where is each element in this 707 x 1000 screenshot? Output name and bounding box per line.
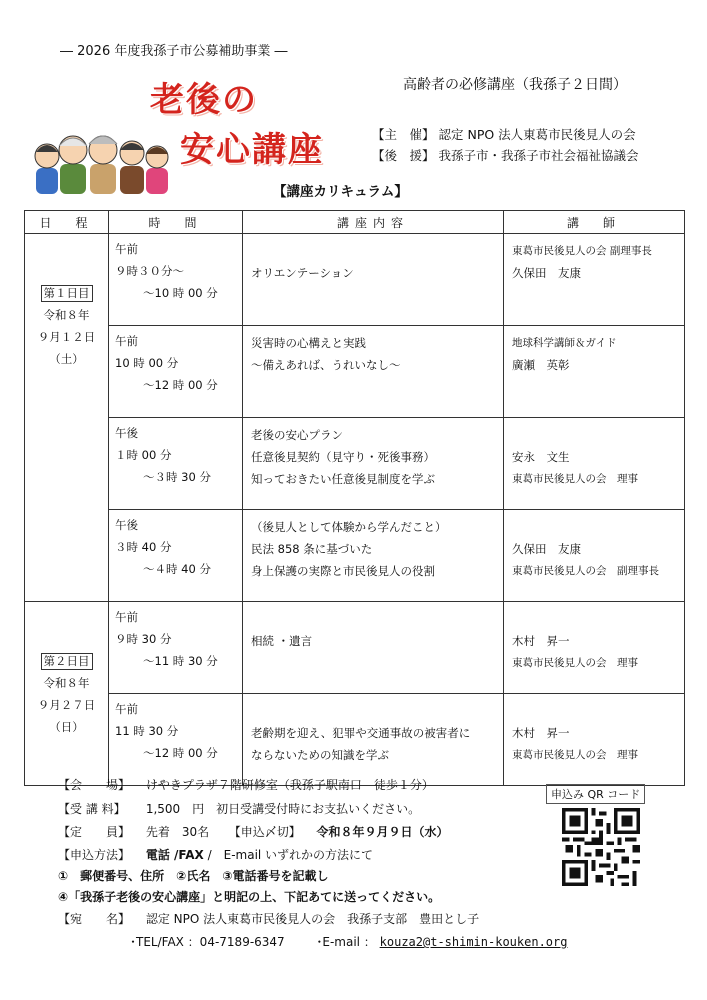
- curriculum-table: [24, 210, 685, 786]
- method-label: 【申込方法】: [58, 848, 131, 862]
- method-rest: / E-mail いずれかの方法にて: [207, 848, 374, 862]
- title-line2: 安心講座: [180, 130, 324, 170]
- instructor-line: 地球科学講師＆ガイド: [512, 337, 617, 349]
- start-time: １時 00 分: [115, 448, 172, 462]
- person-icon: [146, 146, 168, 194]
- content-line: 身上保護の実際と市民後見人の役割: [251, 564, 435, 578]
- table-row: [25, 326, 685, 418]
- header-instructor: 講 師: [504, 211, 685, 234]
- content-line: 知っておきたい任意後見制度を学ぶ: [251, 472, 435, 486]
- email-link[interactable]: kouza2@t-shimin-kouken.org: [379, 935, 568, 949]
- start-time: ３時 40 分: [115, 540, 172, 554]
- instructor-line: 木村 昇一: [512, 726, 570, 740]
- deadline-value: 令和８年９月９日（水）: [316, 825, 449, 839]
- content-cell: [243, 234, 504, 326]
- person-icon: [59, 136, 87, 194]
- instructor-line: 久保田 友康: [512, 542, 581, 556]
- instructor-line: [512, 516, 676, 538]
- period: 午前: [115, 610, 138, 624]
- day1-date-cell: [25, 234, 109, 602]
- top-caption: ― 2026 年度我孫子市公募補助事業 ―: [60, 44, 288, 59]
- step1-line: ① 郵便番号、住所 ②氏名 ③電話番号を記載し: [58, 869, 329, 883]
- content-cell: [243, 602, 504, 694]
- day1-weekday: （土）: [49, 352, 84, 366]
- header-content: 講座内容: [243, 211, 504, 234]
- time-cell: [109, 694, 243, 786]
- content-line: 災害時の心構えと実践: [251, 336, 366, 350]
- instructor-line: [512, 700, 676, 722]
- host-label: 【主 催】: [372, 127, 435, 142]
- content-line: オリエンテーション: [251, 266, 354, 280]
- instructor-cell: [504, 234, 685, 326]
- content-line: ～備えあれば、うれいなし～: [251, 358, 401, 372]
- day2-date: ９月２７日: [37, 698, 96, 712]
- start-time: 10 時 00 分: [115, 356, 179, 370]
- table-row: [25, 234, 685, 326]
- content-line: [251, 700, 495, 722]
- day1-date: ９月１２日: [37, 330, 96, 344]
- instructor-line: 東葛市民後見人の会 理事: [512, 749, 638, 761]
- period: 午前: [115, 334, 138, 348]
- subtitle: 高齢者の必修講座（我孫子２日間）: [403, 77, 627, 93]
- table-header-row: [25, 211, 685, 234]
- time-cell: [109, 602, 243, 694]
- start-time: ９時 30 分: [115, 632, 172, 646]
- instructor-line: [512, 608, 676, 630]
- instructor-line: 木村 昇一: [512, 634, 570, 648]
- instructor-line: 廣瀬 英彰: [512, 358, 570, 372]
- table-row: [25, 418, 685, 510]
- support-value: 我孫子市・我孫子市社会福祉協議会: [438, 148, 639, 163]
- instructor-cell: [504, 326, 685, 418]
- table-row: [25, 602, 685, 694]
- day2-weekday: （日）: [49, 720, 84, 734]
- person-icon: [89, 136, 117, 194]
- fee-value: 1,500 円 初日受講受付時にお支払いください。: [145, 802, 421, 816]
- tel-fax: ･TEL/FAX ：04-7189-6347: [130, 935, 285, 949]
- contact-line: [130, 933, 567, 950]
- instructor-line: 東葛市民後見人の会 副理事長: [512, 565, 659, 577]
- instructor-line: [512, 424, 676, 446]
- venue-line: [58, 776, 434, 793]
- time-cell: [109, 326, 243, 418]
- day2-era: 令和８年: [43, 676, 90, 690]
- day1-badge: 第１日目: [41, 285, 93, 302]
- header-time: 時 間: [109, 211, 243, 234]
- fee-line: [58, 800, 420, 817]
- instructor-cell: [504, 602, 685, 694]
- method-line: [58, 846, 373, 863]
- start-time: 11 時 30 分: [115, 724, 179, 738]
- content-line: 老齢期を迎え、犯罪や交通事故の被害者に: [251, 726, 471, 740]
- end-time: ～４時 40 分: [143, 562, 211, 576]
- end-time: ～11 時 30 分: [143, 654, 218, 668]
- end-time: ～12 時 00 分: [143, 378, 218, 392]
- end-time: ～12 時 00 分: [143, 746, 218, 760]
- qr-label: 申込み QR コード: [546, 784, 645, 804]
- table-row: [25, 694, 685, 786]
- content-cell: [243, 326, 504, 418]
- support-line: [372, 146, 639, 164]
- content-line: [251, 608, 495, 630]
- instructor-line: 東葛市民後見人の会 副理事長: [512, 245, 652, 257]
- content-line: 老後の安心プラン: [251, 428, 343, 442]
- instructor-line: 東葛市民後見人の会 理事: [512, 473, 638, 485]
- title-line1: 老後の: [150, 80, 258, 120]
- table-row: [25, 510, 685, 602]
- time-cell: [109, 234, 243, 326]
- instructor-cell: [504, 694, 685, 786]
- end-time: ～10 時 00 分: [143, 286, 218, 300]
- period: 午後: [115, 518, 138, 532]
- content-line: 民法 858 条に基づいた: [251, 542, 373, 556]
- elderly-people-illustration: [32, 128, 170, 196]
- address-line: [58, 910, 479, 927]
- venue-label: 【会 場】: [58, 778, 131, 792]
- venue-value: けやきプラザ７階研修室（我孫子駅南口 徒歩１分）: [145, 778, 434, 792]
- qr-code-icon[interactable]: [562, 808, 640, 886]
- address-value: 認定 NPO 法人東葛市民後見人の会 我孫子支部 豊田とし子: [145, 912, 480, 926]
- content-line: （後見人として体験から学んだこと）: [251, 520, 447, 534]
- period: 午後: [115, 426, 138, 440]
- period: 午前: [115, 702, 138, 716]
- day2-badge: 第２日目: [41, 653, 93, 670]
- curriculum-heading: 【講座カリキュラム】: [273, 184, 408, 200]
- deadline-label: 【申込〆切】: [228, 825, 301, 839]
- host-value: 認定 NPO 法人東葛市民後見人の会: [438, 127, 636, 142]
- fee-label: 【受 講 料】: [58, 802, 126, 816]
- instructor-line: 東葛市民後見人の会 理事: [512, 657, 638, 669]
- content-cell: [243, 418, 504, 510]
- step2-line: ④「我孫子老後の安心講座」と明記の上、下記あてに送ってください。: [58, 890, 441, 904]
- content-line: [251, 240, 495, 262]
- instructor-line: 久保田 友康: [512, 266, 581, 280]
- email-label: ･E-mail ：: [316, 935, 376, 949]
- header-date: 日 程: [25, 211, 109, 234]
- capacity-label: 【定 員】: [58, 825, 131, 839]
- content-cell: [243, 694, 504, 786]
- instructor-line: 安永 文生: [512, 450, 570, 464]
- capacity-value: 先着 30名: [145, 825, 210, 839]
- support-label: 【後 援】: [372, 148, 435, 163]
- time-cell: [109, 510, 243, 602]
- person-icon: [120, 141, 144, 194]
- capacity-line: [58, 823, 448, 840]
- instructor-cell: [504, 510, 685, 602]
- address-label: 【宛 名】: [58, 912, 131, 926]
- method-bold: 電話 /FAX: [145, 848, 204, 862]
- period: 午前: [115, 242, 138, 256]
- end-time: ～３時 30 分: [143, 470, 211, 484]
- time-cell: [109, 418, 243, 510]
- content-cell: [243, 510, 504, 602]
- content-line: ならないための知識を学ぶ: [251, 748, 389, 762]
- instructor-cell: [504, 418, 685, 510]
- start-time: ９時３０分～: [115, 264, 184, 278]
- day1-era: 令和８年: [43, 308, 90, 322]
- person-icon: [35, 144, 59, 194]
- day2-date-cell: [25, 602, 109, 786]
- content-line: 相続 ・遺言: [251, 634, 313, 648]
- content-line: 任意後見契約（見守り・死後事務）: [251, 450, 435, 464]
- host-line: [372, 125, 636, 143]
